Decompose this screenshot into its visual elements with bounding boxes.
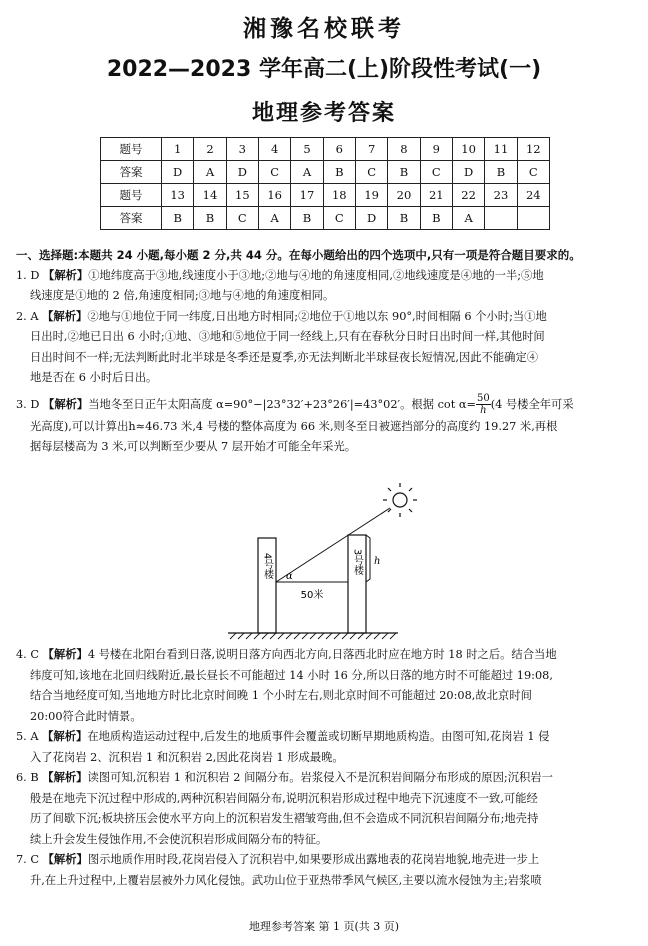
solution-text: ①地纬度高于③地,线速度小于③地;②地与④地的角速度相同,②地线速度是④地的一半;⑤地: [88, 268, 544, 282]
question-number: 7. C: [16, 853, 40, 866]
row-label: 题号: [101, 184, 162, 207]
fraction: [476, 393, 491, 416]
solution-text: 20:00符合此时情景。: [30, 709, 142, 723]
solution-text: 升,在上升过程中,上覆岩层被外力风化侵蚀。武功山位于亚热带季风气候区,主要以流水侵蚀为主;岩浆喷: [30, 873, 542, 887]
question-number: 2. A: [16, 309, 39, 323]
solution-6: [16, 768, 636, 789]
question-number: 3. D: [16, 397, 40, 411]
cell: C: [517, 161, 549, 184]
solutions-part-1: [16, 245, 636, 458]
solution-text: 地是否在 6 小时后日出。: [30, 371, 158, 384]
solution-text: 当地冬至日正午太阳高度 α=90°−|23°32′+23°26′|=43°02′。根据 cot α=: [88, 397, 476, 411]
cell: 20: [388, 184, 420, 207]
exam-union-title: 湘豫名校联考: [243, 16, 405, 42]
analysis-tag: 【解析】: [43, 268, 89, 282]
height-label: h: [374, 556, 381, 567]
solution-5: [16, 727, 636, 748]
fraction-denominator: h: [480, 405, 487, 416]
cell: D: [355, 207, 387, 230]
solution-text: 结合当地经度可知,当地地方时比北京时间晚 1 个小时左右,则北京时间不可能超过 20:08,故北京时间: [30, 689, 532, 702]
cell: 24: [517, 184, 549, 207]
cell: 2: [194, 138, 226, 161]
ground-hatch: [230, 633, 396, 639]
building-4-label: 4号楼: [261, 552, 273, 580]
angle-label: α: [286, 571, 293, 582]
analysis-tag: 【解析】: [42, 771, 88, 784]
answer-key-title: 地理参考答案: [251, 101, 396, 126]
cell: A: [452, 207, 484, 230]
cell: [517, 207, 549, 230]
row-label: 题号: [101, 138, 162, 161]
solution-text: 线速度是①地的 2 倍,角速度相同;③地与④地的角速度相同。: [30, 289, 335, 302]
analysis-tag: 【解析】: [42, 853, 88, 866]
cell: [485, 207, 517, 230]
solution-1: [16, 266, 636, 287]
solution-text: 据每层楼高为 3 米,可以判断至少要从 7 层开始才可能全年采光。: [30, 440, 357, 453]
sun-icon: [383, 483, 417, 517]
question-number: 4. C: [16, 648, 40, 661]
solution-text: 历了间歇下沉;板块挤压会使水平方向上的沉积岩发生褶皱弯曲,但不会造成不同沉积岩间隔分布;地壳持: [30, 812, 539, 825]
cell: 4: [258, 138, 290, 161]
row-label: 答案: [101, 207, 162, 230]
cell: 8: [388, 138, 420, 161]
analysis-tag: 【解析】: [43, 397, 89, 411]
cell: 6: [323, 138, 355, 161]
row-label: 答案: [101, 161, 162, 184]
cell: C: [420, 161, 452, 184]
cell: B: [323, 161, 355, 184]
cell: 22: [452, 184, 484, 207]
building-3-label: 3号楼: [351, 548, 363, 576]
solution-text: 日出时间不一样;无法判断此时北半球是冬季还是夏季,亦无法判断北半球昼夜长短情况,因此不能确定④: [30, 350, 539, 364]
cell: B: [388, 207, 420, 230]
solution-text: 入了花岗岩 2、沉积岩 1 和沉积岩 2,因此花岗岩 1 形成最晚。: [30, 750, 344, 764]
cell: 10: [452, 138, 484, 161]
cell: 13: [162, 184, 194, 207]
analysis-tag: 【解析】: [42, 730, 88, 743]
solution-4: [16, 645, 636, 666]
solution-text: 般是在地壳下沉过程中形成的,两种沉积岩间隔分布,说明沉积岩形成过程中地壳下沉速度不一致,可能经: [30, 791, 538, 805]
cell: 14: [194, 184, 226, 207]
question-number: 5. A: [16, 730, 39, 743]
exam-title: 2022—2023 学年高二(上)阶段性考试(一): [106, 57, 542, 82]
cell: 12: [517, 138, 549, 161]
question-number-row-2: [101, 184, 550, 207]
cell: A: [194, 161, 226, 184]
cell: C: [258, 161, 290, 184]
solution-2: [16, 307, 636, 328]
page-footer: 地理参考答案 第 1 页(共 3 页): [248, 920, 400, 933]
cell: 7: [355, 138, 387, 161]
solution-text: (4 号楼全年可采: [490, 397, 574, 411]
cell: B: [291, 207, 323, 230]
cell: A: [258, 207, 290, 230]
cell: D: [452, 161, 484, 184]
sun-ray: [276, 508, 390, 582]
solution-text: 图示地质作用时段,花岗岩侵入了沉积岩中,如果要形成出露地表的花岗岩地貌,地壳进一步上: [87, 853, 540, 866]
solution-text: 读图可知,沉积岩 1 和沉积岩 2 间隔分布。岩浆侵入不是沉积岩间隔分布形成的原因;沉积岩一: [87, 771, 553, 784]
answer-row-1: [101, 161, 550, 184]
section-heading: 一、选择题:本题共 24 小题,每小题 2 分,共 44 分。在每小题给出的四个选项中,只有一项是符合题目要求的。: [16, 248, 581, 262]
analysis-tag: 【解析】: [42, 309, 88, 323]
analysis-tag: 【解析】: [42, 648, 88, 661]
cell: 23: [485, 184, 517, 207]
cell: 1: [162, 138, 194, 161]
cell: 5: [291, 138, 323, 161]
cell: B: [162, 207, 194, 230]
solution-7: [16, 850, 636, 871]
solution-text: 纬度可知,该地在北回归线附近,最长昼长不可能超过 14 小时 16 分,所以日落的地方时不可能超过 19:08,: [30, 668, 553, 682]
solution-text: 4 号楼在北阳台看到日落,说明日落方向西北方向,日落西北时应在地方时 18 时之后。结合当地: [87, 648, 557, 661]
cell: B: [194, 207, 226, 230]
solution-text: ②地与①地位于同一纬度,日出地方时相同;②地位于①地以东 90°,时间相隔 6 个小时;当①地: [87, 309, 547, 323]
cell: A: [291, 161, 323, 184]
answer-row-2: [101, 207, 550, 230]
question-number: 1. D: [16, 268, 40, 282]
cell: C: [323, 207, 355, 230]
answer-table: [100, 137, 550, 230]
cell: D: [226, 161, 258, 184]
cell: 3: [226, 138, 258, 161]
cell: 16: [258, 184, 290, 207]
cell: C: [226, 207, 258, 230]
question-number: 6. B: [16, 771, 39, 784]
cell: 21: [420, 184, 452, 207]
height-bracket: [366, 535, 370, 582]
cell: B: [388, 161, 420, 184]
distance-label: 50米: [300, 590, 324, 601]
cell: 19: [355, 184, 387, 207]
solutions-part-2: [16, 645, 636, 891]
cell: 17: [291, 184, 323, 207]
building-shadow-figure: [220, 478, 440, 640]
cell: 18: [323, 184, 355, 207]
cell: B: [485, 161, 517, 184]
question-number-row-1: [101, 138, 550, 161]
cell: 11: [485, 138, 517, 161]
solution-text: 日出时,②地已日出 6 小时;①地、③地和⑤地位于同一经线上,只有在春秋分日时日出时间一样,其他时间: [30, 330, 545, 343]
solution-text: 续上升会发生侵蚀作用,不会使沉积岩形成间隔分布的特征。: [30, 832, 328, 846]
cell: 9: [420, 138, 452, 161]
cell: 15: [226, 184, 258, 207]
solution-3: [16, 393, 636, 417]
solution-text: 光高度),可以计算出h≈46.73 米,4 号楼的整体高度为 66 米,则冬至日被遮挡部分的高度约 19.27 米,再根: [30, 419, 558, 433]
cell: B: [420, 207, 452, 230]
fraction-numerator: 50: [476, 393, 490, 404]
solution-text: 在地质构造运动过程中,后发生的地质事件会覆盖或切断早期地质构造。由图可知,花岗岩 1 侵: [87, 730, 550, 743]
cell: D: [162, 161, 194, 184]
cell: C: [355, 161, 387, 184]
